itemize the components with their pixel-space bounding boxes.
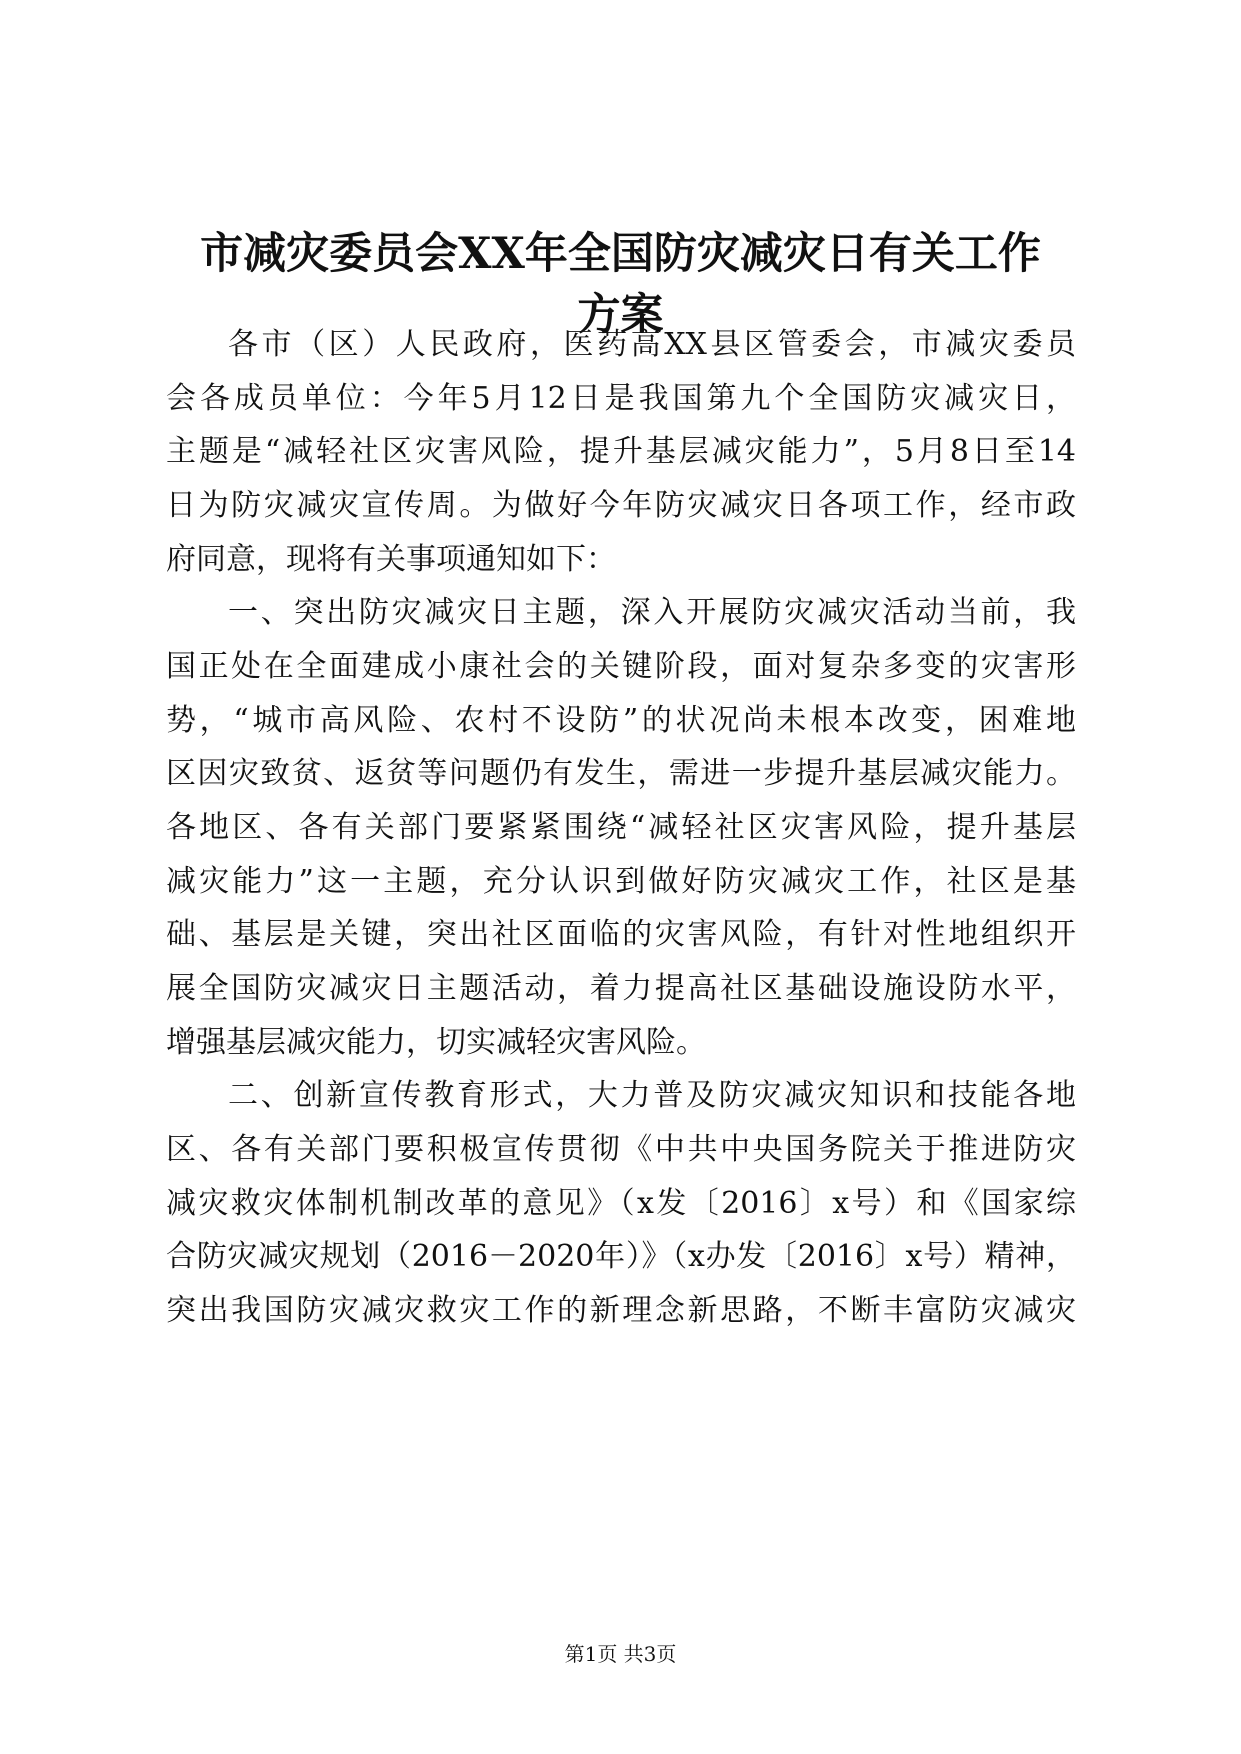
paragraph-2-line-8: 展全国防灾减灾日主题活动，着力提高社区基础设施设防水平， [166, 971, 1076, 1006]
document-title-line-1: 市减灾委员会XX年全国防灾减灾日有关工作 [200, 229, 1041, 279]
paragraph-1-line-4: 日为防灾减灾宣传周。为做好今年防灾减灾日各项工作，经市政 [166, 488, 1076, 523]
paragraph-2-line-2: 国正处在全面建成小康社会的关键阶段，面对复杂多变的灾害形 [166, 649, 1076, 684]
paragraph-2-line-6: 减灾能力”这一主题，充分认识到做好防灾减灾工作，社区是基 [166, 864, 1076, 899]
document-title-line-2: 方案 [577, 290, 664, 340]
paragraph-2-line-7: 础、基层是关键，突出社区面临的灾害风险，有针对性地组织开 [166, 917, 1076, 952]
paragraph-2-line-4: 区因灾致贫、返贫等问题仍有发生，需进一步提升基层减灾能力。 [166, 756, 1076, 791]
paragraph-2-line-5: 各地区、各有关部门要紧紧围绕“减轻社区灾害风险，提升基层 [166, 810, 1076, 845]
paragraph-3-line-4: 合防灾减灾规划（2016－2020年）》（x办发〔2016〕x号）精神， [166, 1239, 1076, 1274]
paragraph-3-line-2: 区、各有关部门要积极宣传贯彻《中共中央国务院关于推进防灾 [166, 1132, 1076, 1167]
paragraph-2-line-9: 增强基层减灾能力，切实减轻灾害风险。 [166, 1025, 706, 1060]
paragraph-2-line-3: 势，“城市高风险、农村不设防”的状况尚未根本改变，困难地 [166, 703, 1076, 738]
paragraph-1-line-5: 府同意，现将有关事项通知如下： [166, 542, 616, 577]
paragraph-3-line-1: 二、创新宣传教育形式，大力普及防灾减灾知识和技能各地 [228, 1078, 1076, 1113]
paragraph-1-line-2: 会各成员单位：今年5月12日是我国第九个全国防灾减灾日， [166, 381, 1076, 416]
paragraph-1-line-3: 主题是“减轻社区灾害风险，提升基层减灾能力”，5月8日至14 [166, 434, 1076, 469]
paragraph-1-line-1: 各市（区）人民政府，医药高XX县区管委会，市减灾委员 [228, 327, 1076, 362]
paragraph-3-line-3: 减灾救灾体制机制改革的意见》（x发〔2016〕x号）和《国家综 [166, 1186, 1076, 1221]
paragraph-2-line-1: 一、突出防灾减灾日主题，深入开展防灾减灾活动当前，我 [228, 595, 1076, 630]
page-footer: 第1页 共3页 [564, 1642, 677, 1666]
paragraph-3-line-5: 突出我国防灾减灾救灾工作的新理念新思路，不断丰富防灾减灾 [166, 1293, 1076, 1328]
